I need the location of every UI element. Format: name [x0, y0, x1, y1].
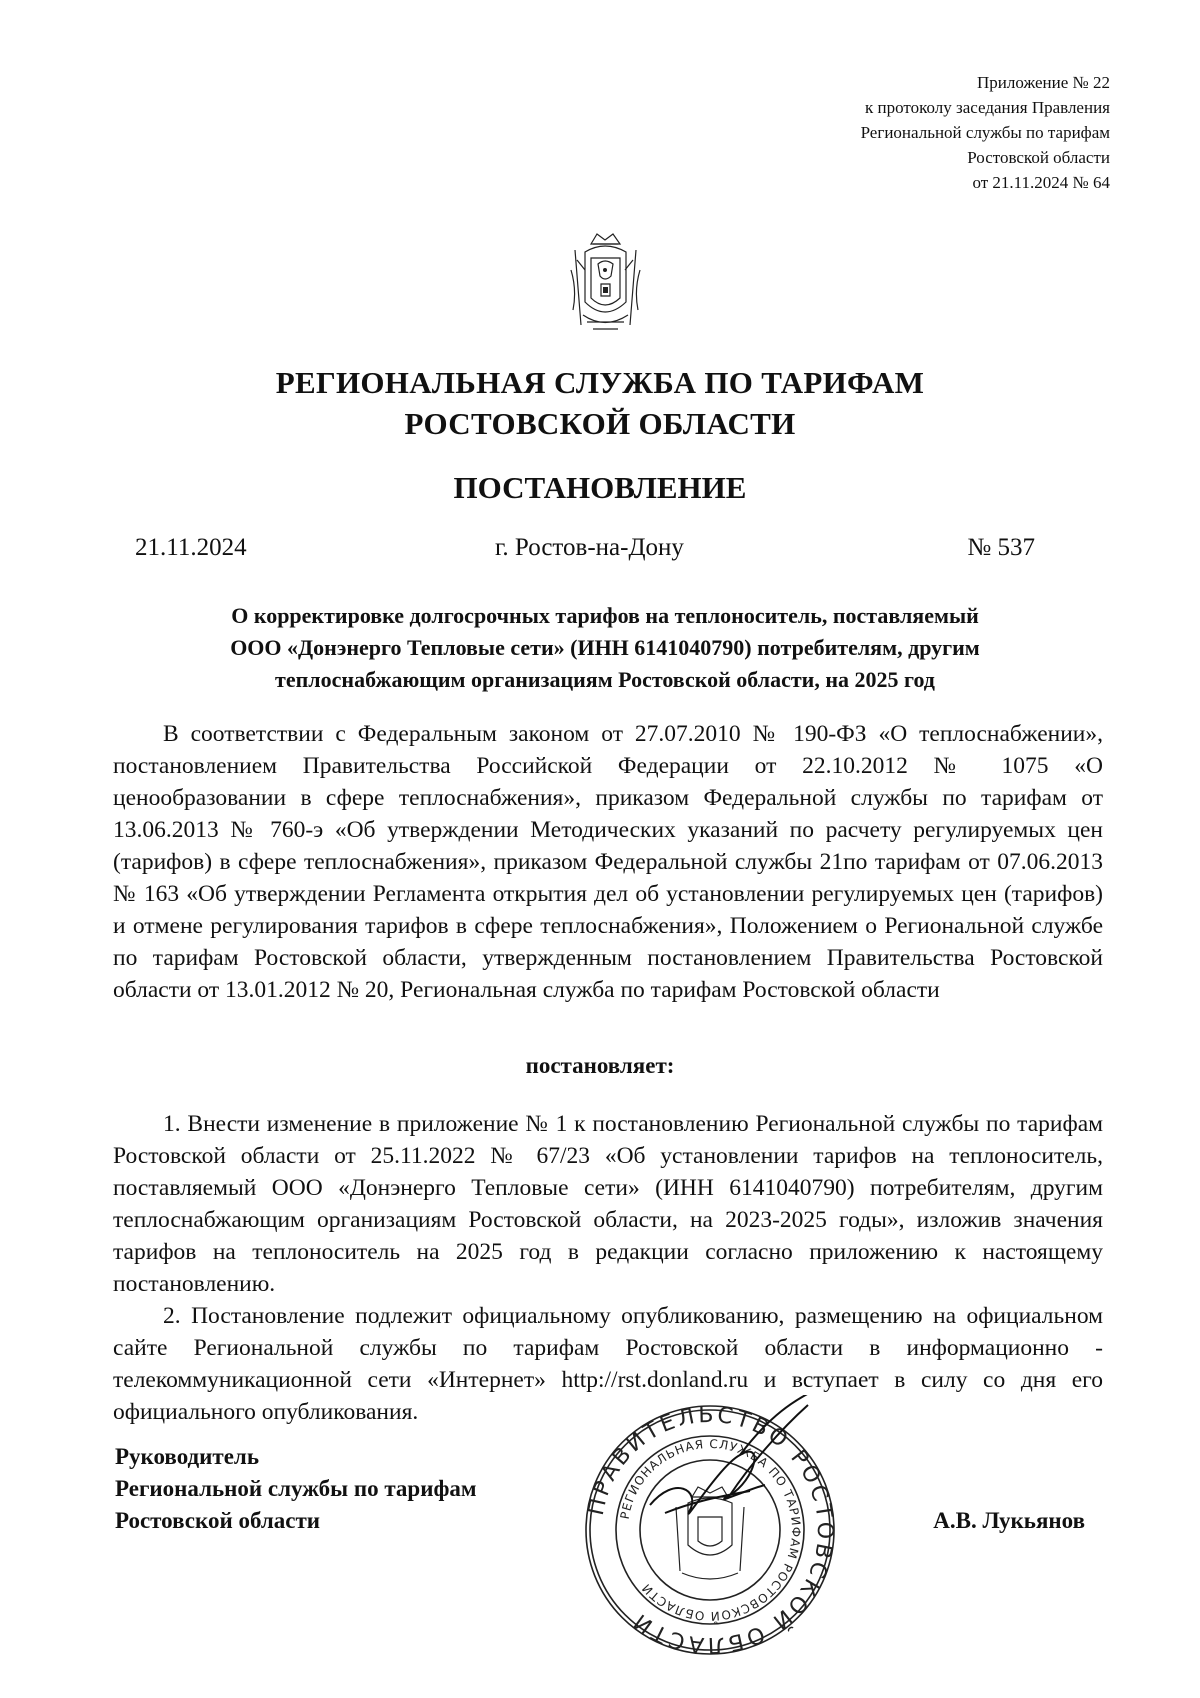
- attachment-line-2: к протоколу заседания Правления: [865, 98, 1110, 117]
- organization-line-1: РЕГИОНАЛЬНАЯ СЛУЖБА ПО ТАРИФАМ: [275, 365, 925, 400]
- organization-line-2: РОСТОВСКОЙ ОБЛАСТИ: [404, 406, 796, 441]
- decree-item-2: 2. Постановление подлежит официальному опубликованию, размещению на официальном сайте Региональной службы по тарифам Ростовской области в информационно - телекоммуникационной сети «Интернет» http://rst.donland.ru и вступает в силу со дня его официального опубликования.: [113, 1303, 1103, 1425]
- rostov-coat-of-arms-icon: [563, 230, 648, 335]
- attachment-line-3: Региональной службы по тарифам: [860, 123, 1110, 142]
- preamble-paragraph: В соответствии с Федеральным законом от 27.07.2010 № 190-ФЗ «О теплоснабжении», постановлением Правительства Российской Федерации от 22.10.2012 № 1075 «О ценообразовании в сфере теплоснабжения», приказом Федеральной службы по тарифам от 13.06.2013 № 760-э «Об утверждении Методических указаний по расчету регулируемых цен (тарифов) в сфере теплоснабжения», приказом Федеральной службы 21по тарифам от 07.06.2013 № 163 «Об утверждении Регламента открытия дел об установлении регулируемых цен (тарифов) и отмене регулирования тарифов в сфере теплоснабжения», Положением о Региональной службе по тарифам Ростовской области, утвержденным постановлением Правительства Ростовской области от 13.01.2012 № 20, Региональная служба по тарифам Ростовской области: [113, 721, 1103, 1003]
- document-date: 21.11.2024: [135, 534, 247, 561]
- decree-item-1: 1. Внести изменение в приложение № 1 к постановлению Региональной службы по тарифам Ростовской области от 25.11.2022 № 67/23 «Об установлении тарифов на теплоноситель, поставляемый ООО «Донэнерго Тепловые сети» (ИНН 6141040790) потребителям, другим теплоснабжающим организациям Ростовской области, на 2023-2025 годы», изложив значения тарифов на теплоноситель на 2025 год в редакции согласно приложению к настоящему постановлению.: [113, 1111, 1103, 1297]
- signer-title-line-1: Руководитель: [115, 1444, 259, 1469]
- document-city: г. Ростов-на-Дону: [495, 534, 684, 561]
- preamble: [113, 718, 1103, 1006]
- organization-name: [0, 362, 1200, 444]
- attachment-line-5: от 21.11.2024 № 64: [972, 173, 1110, 192]
- dateline: [135, 531, 1035, 565]
- signer-name: А.В. Лукьянов: [933, 1508, 1085, 1533]
- subject-line-3: теплоснабжающим организациям Ростовской области, на 2025 год: [275, 667, 935, 692]
- seal-inner-text: РЕГИОНАЛЬНАЯ СЛУЖБА ПО ТАРИФАМ РОСТОВСКОЙ ОБЛАСТИ: [617, 1436, 804, 1624]
- attachment-note: [861, 70, 1110, 195]
- document-subject: [110, 600, 1100, 696]
- attachment-line-1: Приложение № 22: [977, 73, 1110, 92]
- subject-line-2: ООО «Донэнерго Тепловые сети» (ИНН 6141040790) потребителям, другим: [230, 635, 980, 660]
- seal-outer-text: ПРАВИТЕЛЬСТВО РОСТОВСКОЙ ОБЛАСТИ: [583, 1402, 838, 1658]
- document-number: № 537: [967, 534, 1035, 561]
- document-type: ПОСТАНОВЛЕНИЕ: [453, 470, 747, 505]
- attachment-line-4: Ростовской области: [967, 148, 1110, 167]
- signer-title-line-3: Ростовской области: [115, 1508, 321, 1533]
- signer-title: [115, 1441, 477, 1537]
- signer-title-line-2: Региональной службы по тарифам: [115, 1476, 477, 1501]
- official-seal-icon: [580, 1395, 840, 1665]
- decrees-heading: постановляет:: [525, 1053, 675, 1078]
- subject-line-1: О корректировке долгосрочных тарифов на теплоноситель, поставляемый: [231, 603, 979, 628]
- svg-text:РЕГИОНАЛЬНАЯ СЛУЖБА ПО ТАРИФАМ: [618, 1437, 803, 1624]
- decree-items: [113, 1108, 1103, 1428]
